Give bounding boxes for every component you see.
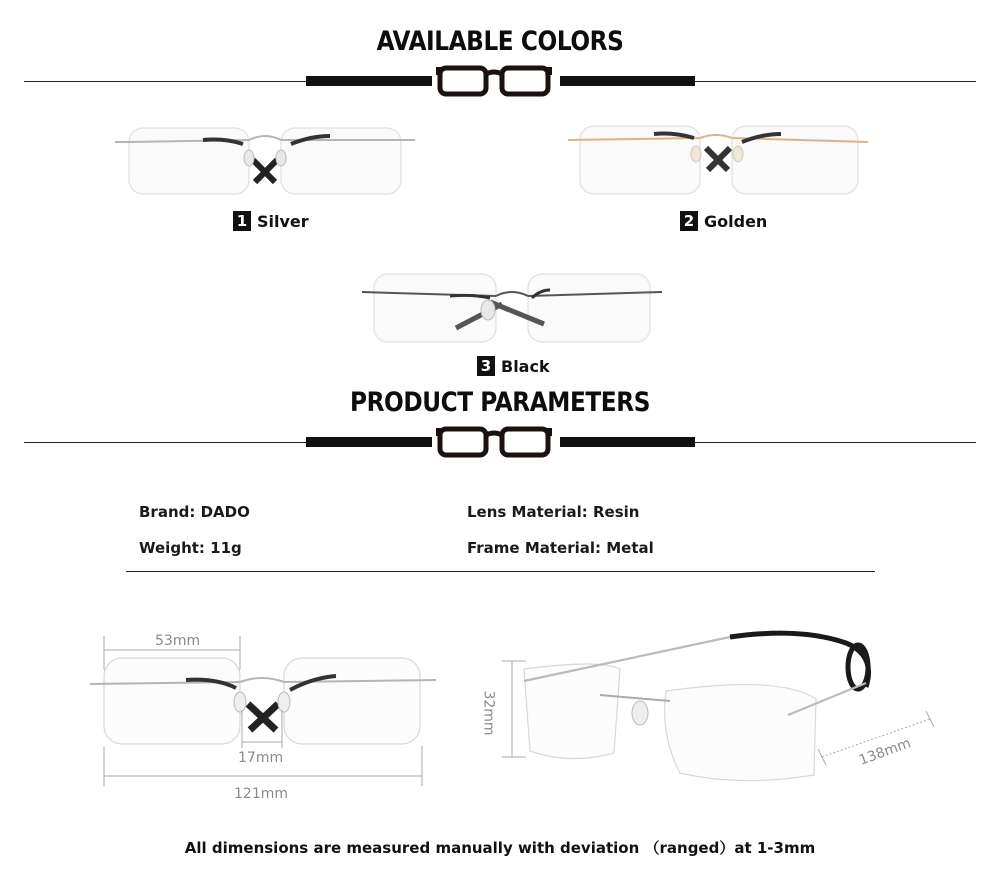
dimensions-note: All dimensions are measured manually with deviation （ranged）at 1-3mm — [184, 839, 816, 857]
weight-param: Weight: 11g — [139, 539, 242, 557]
glasses-icon — [436, 425, 552, 459]
bridge-width-label: 17mm — [238, 750, 284, 766]
divider-line-left — [24, 442, 306, 443]
side-view-diagram — [490, 625, 940, 795]
frame-width-label: 121mm — [234, 786, 288, 802]
divider-bar-right — [560, 437, 695, 447]
divider-bar-left — [306, 437, 432, 447]
color-label-text: Silver — [257, 211, 309, 231]
color-option-silver — [233, 211, 309, 231]
divider-line-right — [695, 442, 976, 443]
lens-material-param: Lens Material: Resin — [467, 503, 640, 521]
divider-line-left — [24, 81, 306, 82]
brand-param: Brand: DADO — [139, 503, 250, 521]
black-glasses-image — [360, 268, 665, 348]
divider-bar-right — [560, 76, 695, 86]
frame-material-param: Frame Material: Metal — [467, 539, 654, 557]
golden-glasses-image — [566, 118, 871, 198]
color-number-badge: 1 — [233, 211, 251, 231]
lens-height-label: 32mm — [480, 690, 497, 736]
glasses-icon — [436, 64, 552, 98]
available-colors-title: AVAILABLE COLORS — [376, 26, 624, 57]
product-parameters-title: PRODUCT PARAMETERS — [350, 387, 650, 418]
divider-line-right — [695, 81, 976, 82]
color-label-text: Golden — [704, 211, 768, 231]
divider-bar-left — [306, 76, 432, 86]
color-number-badge: 3 — [477, 356, 495, 376]
silver-glasses-image — [115, 118, 420, 198]
color-number-badge: 2 — [680, 211, 698, 231]
color-label-text: Black — [501, 356, 550, 376]
color-option-black — [477, 356, 550, 376]
lens-width-label: 53mm — [155, 633, 201, 649]
params-divider — [126, 571, 875, 572]
front-view-diagram — [90, 630, 450, 800]
temple-length-label: 138mm — [856, 735, 914, 769]
color-option-golden — [680, 211, 767, 231]
